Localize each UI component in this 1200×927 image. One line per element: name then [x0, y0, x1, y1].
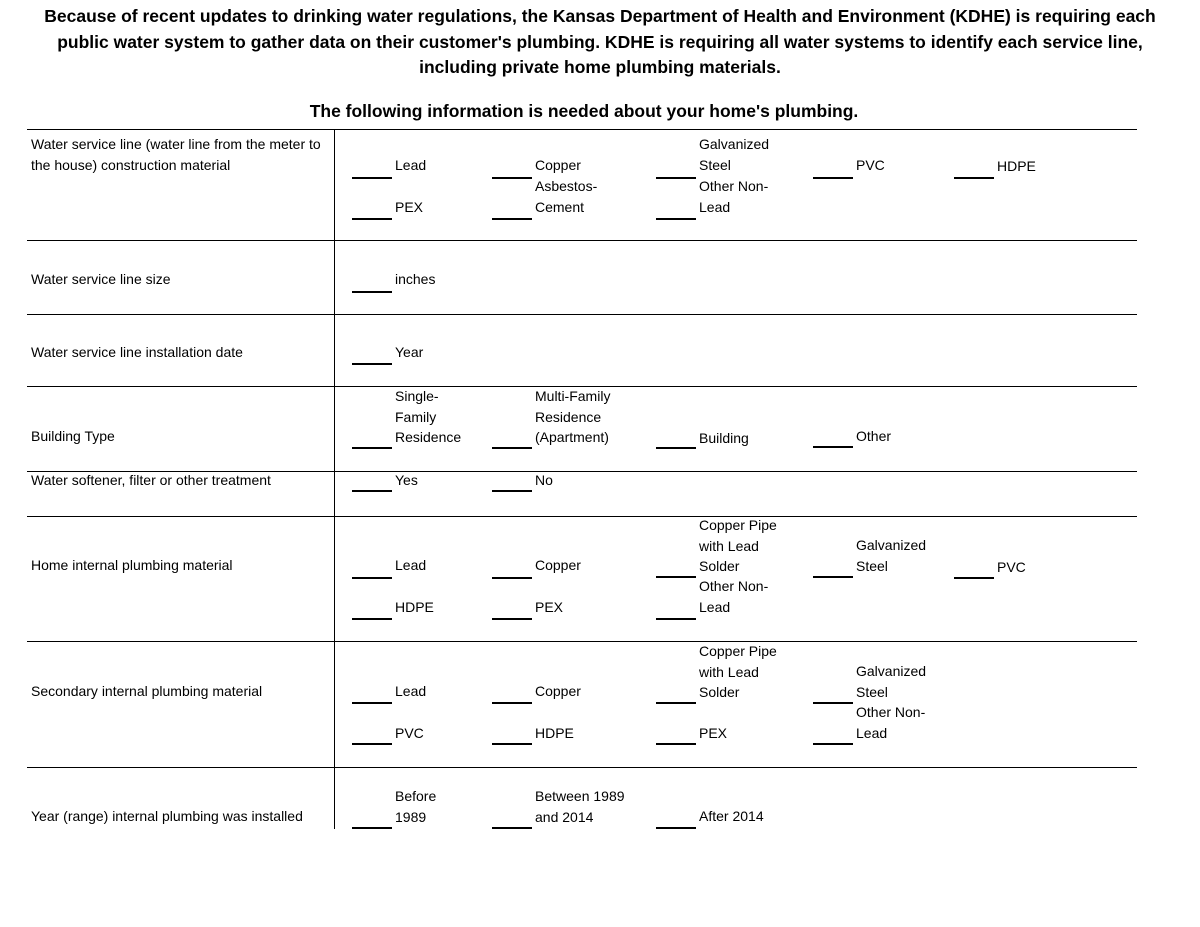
answer-blank[interactable] [954, 177, 994, 179]
option-label: Copper [535, 157, 581, 173]
answer-blank[interactable] [813, 446, 853, 448]
answer-blank[interactable] [352, 490, 392, 492]
option-label: HDPE [997, 158, 1036, 174]
option-label: Copper [535, 557, 581, 573]
answer-blank[interactable] [352, 827, 392, 829]
answer-blank[interactable] [656, 827, 696, 829]
row-divider [27, 516, 1137, 517]
option-label: HDPE [395, 599, 434, 615]
option-label: Between 1989 and 2014 [535, 788, 625, 825]
option-label: Asbestos-Cement [535, 178, 598, 215]
answer-blank[interactable] [492, 447, 532, 449]
answer-blank[interactable] [656, 702, 696, 704]
question-secondary-internal-plumbing: Secondary internal plumbing material [31, 683, 263, 699]
answer-blank[interactable] [656, 177, 696, 179]
answer-blank[interactable] [352, 447, 392, 449]
row-divider [27, 641, 1137, 642]
answer-blank[interactable] [352, 743, 392, 745]
answer-blank[interactable] [656, 447, 696, 449]
option-label: PVC [395, 725, 424, 741]
option-label: Lead [395, 157, 427, 173]
row-divider [27, 129, 1137, 130]
option-label: Building [699, 430, 749, 446]
option-label: HDPE [535, 725, 574, 741]
intro-line: public water system to gather data on their customer's plumbing. KDHE is requiring all water systems to identify each service line, [57, 31, 1143, 52]
answer-blank[interactable] [492, 618, 532, 620]
option-label: Galvanized Steel [699, 136, 770, 173]
answer-blank[interactable] [352, 291, 392, 293]
option-label: inches [395, 271, 436, 287]
answer-blank[interactable] [492, 743, 532, 745]
answer-blank[interactable] [813, 177, 853, 179]
option-label: Copper Pipe with Lead Solder [699, 643, 777, 700]
row-divider [27, 314, 1137, 315]
option-label: Lead [395, 683, 427, 699]
option-label: Multi-Family Residence (Apartment) [535, 388, 611, 445]
question-installation-year-range: Year (range) internal plumbing was installed [31, 808, 303, 824]
intro-line: Because of recent updates to drinking water regulations, the Kansas Department of Health and Environment (KDHE) is requiring each [44, 6, 1156, 26]
answer-blank[interactable] [813, 743, 853, 745]
answer-blank[interactable] [656, 218, 696, 220]
question-building-type: Building Type [31, 428, 115, 444]
question-home-internal-plumbing: Home internal plumbing material [31, 557, 233, 573]
answer-blank[interactable] [352, 218, 392, 220]
answer-blank[interactable] [352, 577, 392, 579]
option-label: PEX [699, 725, 728, 741]
option-label: Single-Family Residence [395, 388, 462, 445]
option-label: Other [856, 428, 892, 444]
option-label: PVC [856, 157, 885, 173]
option-label: Other Non-Lead [856, 704, 926, 741]
question-installation-date: Water service line installation date [31, 344, 243, 360]
option-label: Galvanized Steel [856, 663, 927, 700]
answer-blank[interactable] [352, 363, 392, 365]
row-divider [27, 240, 1137, 241]
option-label: After 2014 [699, 808, 764, 824]
answer-blank[interactable] [492, 490, 532, 492]
answer-blank[interactable] [492, 218, 532, 220]
answer-blank[interactable] [352, 618, 392, 620]
answer-blank[interactable] [492, 177, 532, 179]
answer-blank[interactable] [656, 576, 696, 578]
question-water-treatment: Water softener, filter or other treatment [31, 472, 271, 488]
question-service-line-size: Water service line size [31, 271, 171, 287]
option-label: PEX [395, 199, 424, 215]
question-service-line-material: Water service line (water line from the meter to the house) construction material [31, 136, 321, 173]
answer-blank[interactable] [352, 702, 392, 704]
option-label: Year [395, 344, 424, 360]
option-label: PVC [997, 559, 1026, 575]
option-label: Other Non-Lead [699, 178, 769, 215]
option-label: PEX [535, 599, 564, 615]
option-label: Yes [395, 472, 418, 488]
answer-blank[interactable] [492, 827, 532, 829]
intro-line: including private home plumbing materials. [419, 57, 781, 77]
answer-blank[interactable] [813, 702, 853, 704]
answer-blank[interactable] [813, 576, 853, 578]
answer-blank[interactable] [492, 577, 532, 579]
option-label: Other Non-Lead [699, 578, 769, 615]
answer-blank[interactable] [656, 743, 696, 745]
intro-paragraph [20, 4, 1180, 81]
option-label: Lead [395, 557, 427, 573]
option-label: Copper [535, 683, 581, 699]
answer-blank[interactable] [656, 618, 696, 620]
form-subtitle: The following information is needed about your home's plumbing. [309, 101, 859, 121]
option-label: Copper Pipe with Lead Solder [699, 517, 777, 574]
answer-blank[interactable] [954, 577, 994, 579]
option-label: No [535, 472, 553, 488]
answer-blank[interactable] [352, 177, 392, 179]
option-label: Before 1989 [395, 788, 437, 825]
answer-blank[interactable] [492, 702, 532, 704]
option-label: Galvanized Steel [856, 537, 927, 574]
row-divider [27, 767, 1137, 768]
